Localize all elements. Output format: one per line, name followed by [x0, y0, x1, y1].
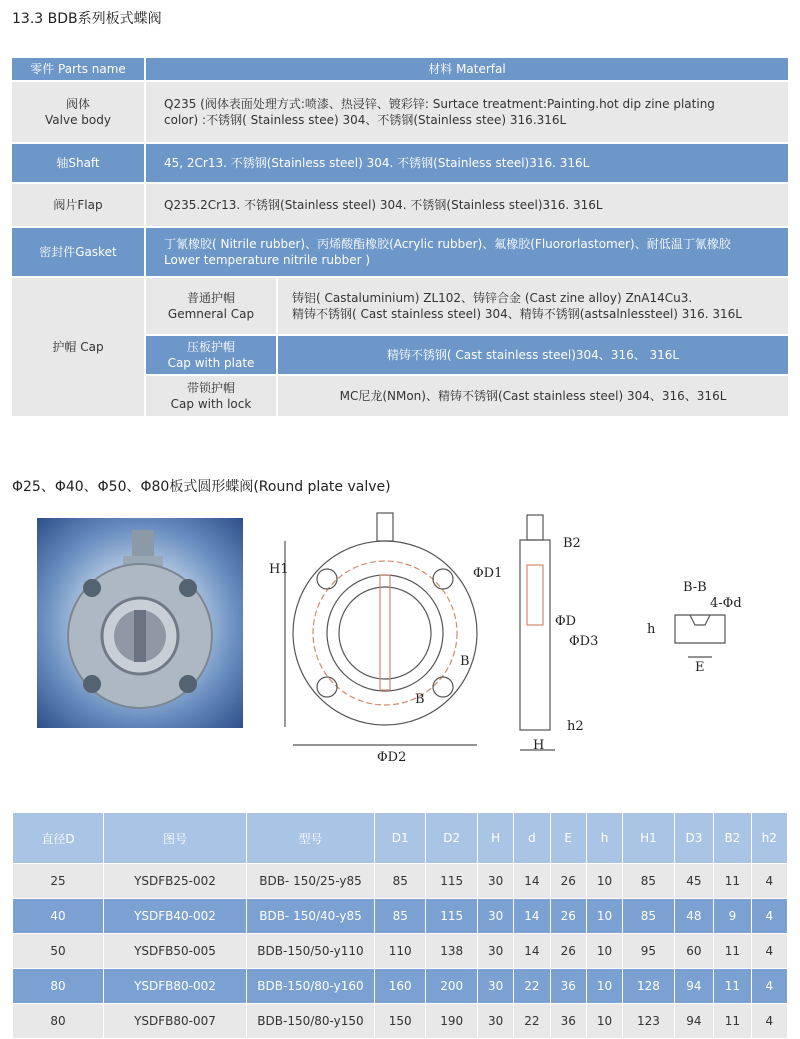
cap-cn: 压板护帽	[186, 340, 235, 354]
cap-cn: 普通护帽	[186, 291, 235, 305]
spec-cell: 22	[514, 1004, 550, 1039]
label-h1: H1	[269, 562, 289, 577]
spec-cell: 94	[674, 1004, 713, 1039]
table-row	[13, 934, 788, 969]
spec-cell: 128	[623, 969, 674, 1004]
front-view	[285, 513, 477, 745]
material-cap-general	[278, 278, 788, 334]
spec-cell: 160	[375, 969, 426, 1004]
spec-cell: 25	[13, 864, 104, 899]
spec-cell: 123	[623, 1004, 674, 1039]
material-line: 丁氰橡胶( Nitrile rubber)、丙烯酸酯橡胶(Acrylic rubber)、氟橡胶(Fluororlastomer)、耐低温丁氰橡胶	[164, 237, 731, 251]
spec-cell: 40	[13, 899, 104, 934]
material-line: 精铸不锈钢( Cast stainless steel) 304、精铸不锈钢(astsalnlessteel) 316. 316L	[292, 307, 742, 321]
spec-cell: BDB-150/50-y110	[247, 934, 375, 969]
part-en: Valve body	[45, 113, 111, 127]
spec-cell: 60	[674, 934, 713, 969]
label-d: ΦD	[555, 614, 577, 629]
spec-cell: 94	[674, 969, 713, 1004]
spec-cell: 48	[674, 899, 713, 934]
label-d1: ΦD1	[473, 566, 503, 581]
spec-header-cell: B2	[714, 813, 752, 864]
spec-cell: YSDFB50-005	[104, 934, 247, 969]
spec-cell: 26	[550, 934, 586, 969]
spec-cell: 26	[550, 899, 586, 934]
valve-photo	[37, 518, 243, 728]
spec-cell: 14	[514, 864, 550, 899]
side-view	[520, 515, 555, 750]
spec-cell: BDB- 150/25-y85	[247, 864, 375, 899]
spec-cell: 115	[426, 899, 477, 934]
cap-en: Gemneral Cap	[167, 307, 255, 321]
spec-header-cell: 直径D	[13, 813, 104, 864]
label-d2: ΦD2	[377, 750, 407, 765]
spec-cell: 45	[674, 864, 713, 899]
table-row	[13, 969, 788, 1004]
spec-header-cell: h	[586, 813, 622, 864]
spec-cell: 14	[514, 899, 550, 934]
spec-cell: 22	[514, 969, 550, 1004]
spec-cell: 4	[751, 899, 787, 934]
spec-cell: YSDFB80-002	[104, 969, 247, 1004]
spec-cell: YSDFB25-002	[104, 864, 247, 899]
spec-cell: 110	[375, 934, 426, 969]
spec-header-cell: D2	[426, 813, 477, 864]
material-cap-plate: 精铸不锈钢( Cast stainless steel)304、316、 316L	[278, 336, 788, 374]
spec-header-cell: h2	[751, 813, 787, 864]
spec-cell: 85	[623, 899, 674, 934]
spec-cell: 4	[751, 969, 787, 1004]
technical-drawing	[255, 505, 800, 770]
spec-header-cell: H1	[623, 813, 674, 864]
spec-header-cell: d	[514, 813, 550, 864]
label-H: H	[533, 738, 545, 753]
spec-cell: 11	[714, 864, 752, 899]
label-d3: ΦD3	[569, 634, 599, 649]
section2-title: Φ25、Φ40、Φ50、Φ80板式圆形蝶阀(Round plate valve)	[12, 479, 391, 495]
cap-general	[146, 278, 276, 334]
spec-cell: 36	[550, 1004, 586, 1039]
spec-cell: 14	[514, 934, 550, 969]
cap-en: Cap with lock	[170, 397, 252, 411]
spec-cell: 30	[477, 934, 513, 969]
spec-header-cell: D1	[375, 813, 426, 864]
spec-header-cell: E	[550, 813, 586, 864]
label-h2: h2	[567, 719, 584, 734]
spec-header-cell: 图号	[104, 813, 247, 864]
spec-cell: 4	[751, 934, 787, 969]
spec-cell: 30	[477, 864, 513, 899]
label-b-bottom: B	[415, 692, 425, 707]
spec-header-cell: D3	[674, 813, 713, 864]
spec-cell: BDB-150/80-y160	[247, 969, 375, 1004]
spec-cell: 138	[426, 934, 477, 969]
spec-cell: 10	[586, 934, 622, 969]
valve-illustration	[37, 518, 243, 728]
spec-cell: 190	[426, 1004, 477, 1039]
label-h: h	[647, 622, 656, 637]
material-line: Q235 (阀体表面处理方式:喷漆、热浸锌、镀彩锌: Surtace treatment:Painting.hot dip zine plating	[164, 97, 715, 111]
material-line: color) :不锈钢( Stainless stee) 304、不锈钢(Stainless stee) 316.316L	[164, 113, 567, 127]
material-line: Lower temperature nitrile rubber )	[164, 253, 371, 267]
spec-cell: 80	[13, 969, 104, 1004]
spec-cell: YSDFB80-007	[104, 1004, 247, 1039]
spec-cell: 10	[586, 969, 622, 1004]
table-row	[13, 864, 788, 899]
spec-cell: 11	[714, 934, 752, 969]
material-shaft: 45, 2Cr13. 不锈钢(Stainless steel) 304. 不锈钢(Stainless steel)316. 316L	[146, 144, 788, 182]
label-e: E	[695, 660, 705, 675]
part-flap: 阀片Flap	[12, 184, 144, 226]
spec-table	[12, 812, 788, 1039]
spec-cell: 4	[751, 864, 787, 899]
spec-cell: YSDFB40-002	[104, 899, 247, 934]
spec-cell: 85	[623, 864, 674, 899]
label-bb: B-B	[683, 580, 707, 595]
table-row	[13, 899, 788, 934]
part-gasket: 密封件Gasket	[12, 228, 144, 276]
spec-cell: 11	[714, 969, 752, 1004]
material-valve-body	[146, 82, 788, 142]
spec-cell: 9	[714, 899, 752, 934]
bb-detail	[675, 615, 725, 657]
spec-cell: 4	[751, 1004, 787, 1039]
spec-cell: 30	[477, 899, 513, 934]
spec-cell: 30	[477, 969, 513, 1004]
spec-header-row	[13, 813, 788, 864]
spec-cell: 80	[13, 1004, 104, 1039]
spec-cell: 85	[375, 864, 426, 899]
material-line: 铸铝( Castaluminium) ZL102、铸锌合金 (Cast zine alloy) ZnA14Cu3.	[292, 291, 693, 305]
spec-cell: 50	[13, 934, 104, 969]
spec-cell: 26	[550, 864, 586, 899]
cap-cn: 带锁护帽	[186, 381, 235, 395]
label-b2: B2	[563, 536, 581, 551]
spec-cell: 85	[375, 899, 426, 934]
spec-cell: 10	[586, 1004, 622, 1039]
header-part: 零件 Parts name	[12, 58, 144, 80]
table-row	[13, 1004, 788, 1039]
spec-cell: 11	[714, 1004, 752, 1039]
material-cap-lock: MC尼龙(NMon)、精铸不锈钢(Cast stainless steel) 304、316、316L	[278, 376, 788, 416]
spec-cell: 95	[623, 934, 674, 969]
header-material: 材料 Materfal	[146, 58, 788, 80]
cap-with-plate	[146, 336, 276, 374]
cap-with-lock	[146, 376, 276, 416]
spec-cell: BDB-150/80-y150	[247, 1004, 375, 1039]
spec-cell: 10	[586, 899, 622, 934]
spec-cell: 10	[586, 864, 622, 899]
cap-en: Cap with plate	[167, 356, 255, 370]
part-shaft: 轴Shaft	[12, 144, 144, 182]
material-flap: Q235.2Cr13. 不锈钢(Stainless steel) 304. 不锈钢(Stainless steel)316. 316L	[146, 184, 788, 226]
spec-cell: 200	[426, 969, 477, 1004]
spec-cell: 150	[375, 1004, 426, 1039]
label-4phid: 4-Φd	[710, 596, 742, 611]
part-valve-body	[12, 82, 144, 142]
spec-cell: 30	[477, 1004, 513, 1039]
material-gasket	[146, 228, 788, 276]
spec-cell: BDB- 150/40-y85	[247, 899, 375, 934]
part-cap: 护帽 Cap	[12, 278, 144, 416]
section-title: 13.3 BDB系列板式蝶阀	[12, 11, 162, 27]
part-cn: 阀体	[65, 97, 90, 111]
label-b-top: B	[460, 654, 470, 669]
spec-header-cell: 型号	[247, 813, 375, 864]
spec-cell: 36	[550, 969, 586, 1004]
spec-header-cell: H	[477, 813, 513, 864]
spec-cell: 115	[426, 864, 477, 899]
